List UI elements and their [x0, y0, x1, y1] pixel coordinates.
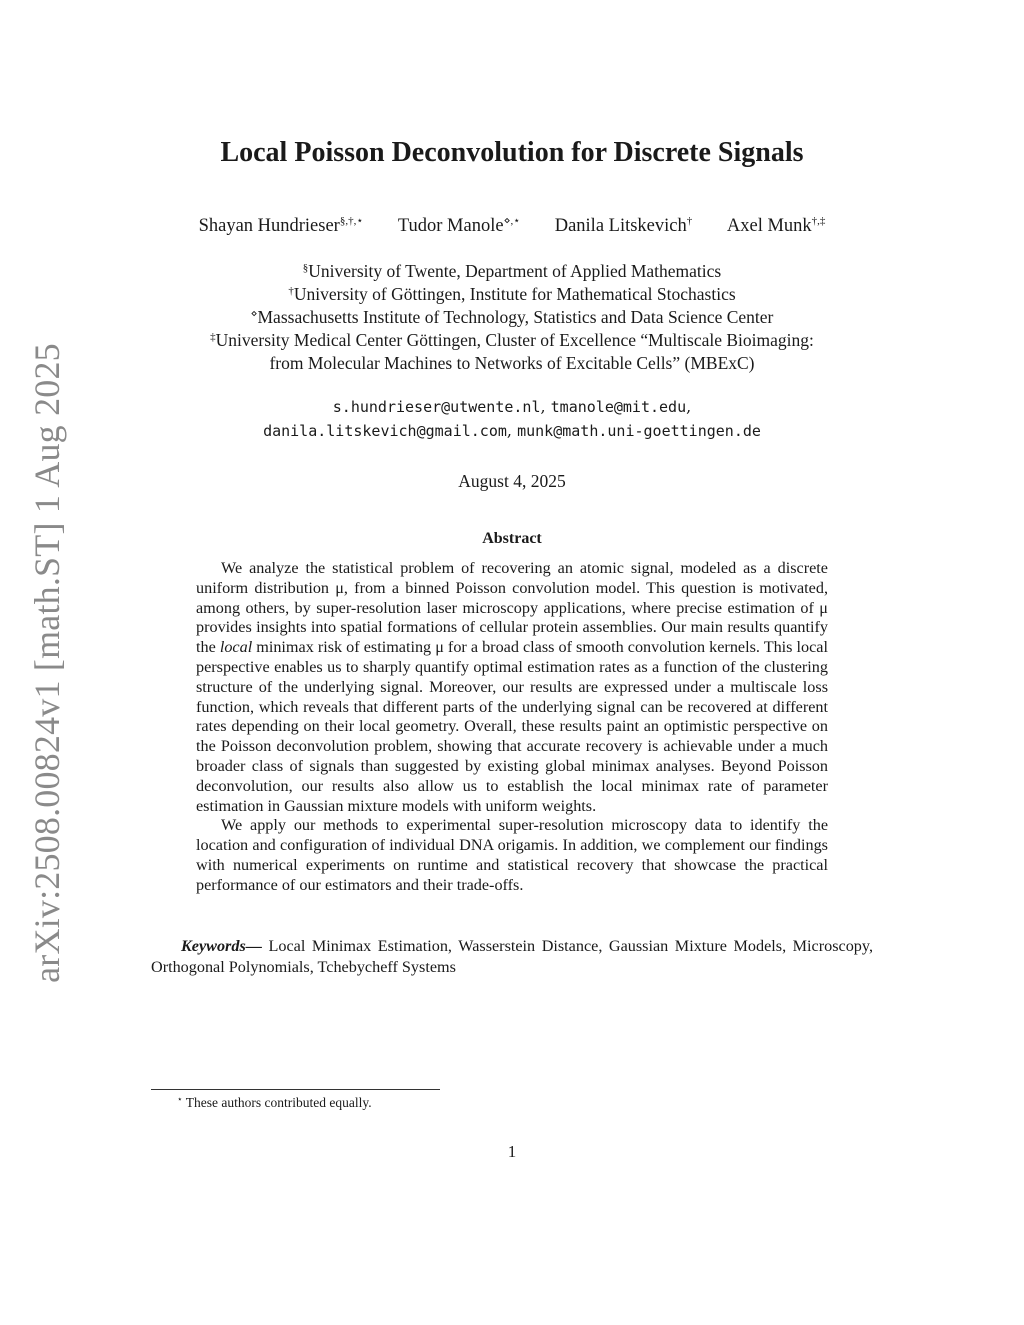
arxiv-stamp-text: arXiv:2508.00824v1 [math.ST] 1 Aug 2025: [27, 343, 67, 983]
email-litskevich[interactable]: danila.litskevich@gmail.com: [263, 422, 507, 440]
author-munk: [727, 216, 826, 236]
email-separator: ,: [540, 397, 551, 416]
affiliation-twente: [0, 260, 1024, 283]
email-line-1: [0, 395, 1024, 419]
author-name: Danila Litskevich: [554, 216, 687, 236]
affiliation-mit: [0, 306, 1024, 329]
author-marks: §,†,⋆: [339, 215, 364, 227]
affiliation-text: University of Twente, Department of Applied Mathematics: [308, 261, 722, 281]
affiliation-umg: [0, 329, 1024, 352]
abstract-paragraph-2: We apply our methods to experimental super-resolution microscopy data to identify the location and configuration of individual DNA origamis. In addition, we complement our findings with numerical experiments on runtime and statistical recovery that showcase the practical performance of our estimators and their trade-offs.: [196, 816, 828, 894]
paper-title: Local Poisson Deconvolution for Discrete Signals: [220, 137, 804, 168]
email-manole[interactable]: tmanole@mit.edu: [550, 398, 687, 416]
abstract-body: [196, 559, 828, 896]
affiliation-text: Massachusetts Institute of Technology, Statistics and Data Science Center: [257, 307, 774, 327]
abstract-text: minimax risk of estimating μ for a broad class of smooth convolution kernels. This local perspective enables us to sharply quantify optimal estimation rates as a function of the clustering structure of the underlying signal. Moreover, our results are expressed under a multiscale loss function, which reveals that different parts of the underlying signal can be recovered at different rates depending on their local geometry. Overall, these results paint an optimistic perspective on the Poisson deconvolution problem, showing that accurate recovery is achievable under a much broader class of signals than suggested by existing global minimax analyses. Beyond Poisson deconvolution, our results also allow us to establish the local minimax rate of parameter estimation in Gaussian mixture models with uniform weights.: [196, 638, 828, 815]
abstract-text: We analyze the statistical problem of recovering an atomic signal, modeled as a discrete uniform distribution μ, from a binned Poisson convolution model. This question is motivated, among others, by super-resolution laser microscopy applications, where precise estimation of μ provides insights into spatial formations of cellular protein assemblies. Our main results quantify the: [196, 559, 828, 657]
email-separator: ,: [506, 421, 518, 440]
author-marks: ⋄,⋆: [503, 215, 521, 227]
email-list: [0, 395, 1024, 443]
footnote: [177, 1095, 372, 1111]
page-number: 1: [507, 1142, 517, 1161]
email-hundrieser[interactable]: s.hundrieser@utwente.nl: [332, 398, 541, 416]
email-trailing-comma: ,: [686, 397, 692, 416]
author-manole: [398, 216, 520, 236]
author-name: Shayan Hundrieser: [198, 216, 340, 236]
author-hundrieser: [199, 216, 364, 236]
author-name: Axel Munk: [726, 216, 812, 236]
footnote-text: These authors contributed equally.: [182, 1095, 372, 1110]
affiliation-umg-continued: [0, 352, 1024, 375]
affiliation-mark: §: [302, 262, 309, 274]
abstract-paragraph-1: [196, 559, 828, 816]
affiliation-goettingen: [0, 283, 1024, 306]
publication-date: August 4, 2025: [458, 471, 566, 491]
author-marks: †,‡: [811, 215, 826, 227]
affiliation-text: University of Göttingen, Institute for Mathematical Stochastics: [293, 284, 736, 304]
footnote-mark: ⋆: [177, 1094, 183, 1104]
affiliation-text: University Medical Center Göttingen, Cluster of Excellence “Multiscale Bioimaging:: [215, 330, 814, 350]
abstract-emphasis: local: [219, 638, 253, 657]
affiliation-mark: ⋄: [250, 308, 258, 320]
abstract-heading: Abstract: [482, 530, 542, 547]
author-name: Tudor Manole: [397, 216, 504, 236]
author-litskevich: [555, 216, 693, 236]
affiliation-mark: ‡: [210, 331, 216, 343]
author-marks: †: [686, 215, 693, 227]
keywords: [151, 936, 873, 978]
affiliation-list: [0, 260, 1024, 375]
keywords-label: Keywords—: [181, 937, 262, 955]
keywords-text: Local Minimax Estimation, Wasserstein Distance, Gaussian Mixture Models, Microscopy, Orthogonal Polynomials, Tchebycheff Systems: [151, 937, 873, 976]
email-line-2: [0, 419, 1024, 443]
email-munk[interactable]: munk@math.uni-goettingen.de: [517, 422, 761, 440]
author-list: [0, 216, 1024, 237]
footnote-divider: [151, 1089, 440, 1090]
affiliation-mark: †: [288, 285, 294, 297]
affiliation-text: from Molecular Machines to Networks of Excitable Cells” (MBExC): [269, 353, 755, 373]
